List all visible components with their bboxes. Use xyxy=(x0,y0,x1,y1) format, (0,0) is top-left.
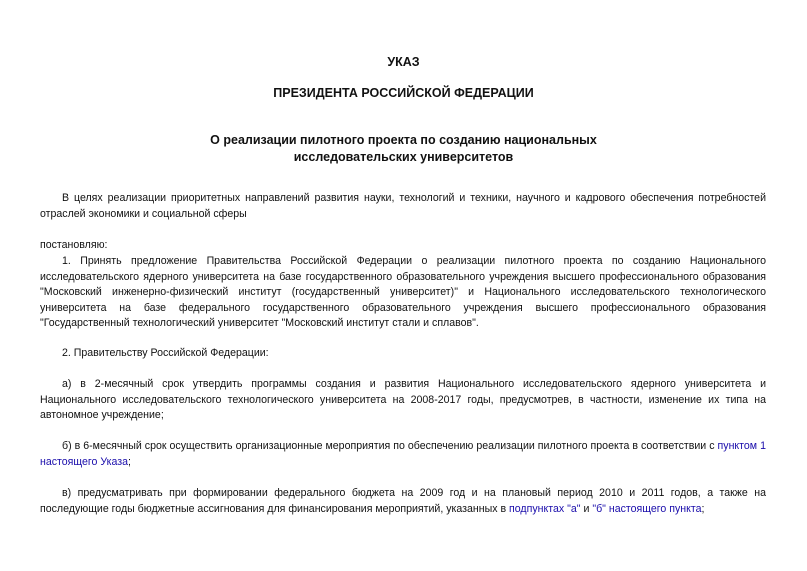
decree-heading: УКАЗ xyxy=(387,55,420,69)
subitem-b-reference-link[interactable]: "б" настоящего пункта xyxy=(592,502,702,515)
item-2b-tail: ; xyxy=(128,455,131,468)
preamble-paragraph: В целях реализации приоритетных направлений развития науки, технологий и техники, научного и кадрового обеспечения потребностей отраслей экономики и социальной сферы xyxy=(40,192,766,220)
item-2b-paragraph xyxy=(40,439,766,470)
item-2c-mid: и xyxy=(580,502,593,515)
resolve-text: постановляю: xyxy=(40,239,108,251)
title-line-2: исследовательских университетов xyxy=(293,150,514,164)
item-2-paragraph: 2. Правительству Российской Федерации: xyxy=(62,347,269,359)
item-2c-text: в) предусматривать при формировании федерального бюджета на 2009 год и на плановый период 2010 и 2011 годов, а также на последующие годы бюджетные ассигнования для финансирования мероприятий, указанных в xyxy=(40,487,766,515)
document-title xyxy=(0,132,807,166)
item-2a-paragraph: а) в 2-месячный срок утвердить программы создания и развития Национального исследовательского ядерного университета и Национального исследовательского технологического университета на 2008-2017 годы, предусмотрев, в частности, изменение их типа на автономное учреждение; xyxy=(40,378,766,422)
item-1-paragraph: 1. Принять предложение Правительства Российской Федерации о реализации пилотного проекта по созданию Национального исследовательского ядерного университета на базе государственного образовательного учреждения высшего профессионального образования "Московский инженерно-физический институт (государственный университет)" и Национального исследовательского технологического университета на базе федерального государственного образовательного учреждения высшего профессионального образования "Государственный технологический университет "Московский институт стали и сплавов". xyxy=(40,255,766,330)
issuer-heading: ПРЕЗИДЕНТА РОССИЙСКОЙ ФЕДЕРАЦИИ xyxy=(273,86,534,100)
item-2c-paragraph xyxy=(40,486,766,517)
item-1-reference-link[interactable]: пунктом 1 настоящего Указа xyxy=(40,440,766,468)
subitem-a-reference-link[interactable]: подпунктах "а" xyxy=(509,502,581,515)
item-2b-text: б) в 6-месячный срок осуществить организационные мероприятия по обеспечению реализации пилотного проекта в соответствии с xyxy=(62,440,718,452)
title-line-1: О реализации пилотного проекта по созданию национальных xyxy=(210,133,597,147)
item-2c-tail: ; xyxy=(701,502,705,515)
